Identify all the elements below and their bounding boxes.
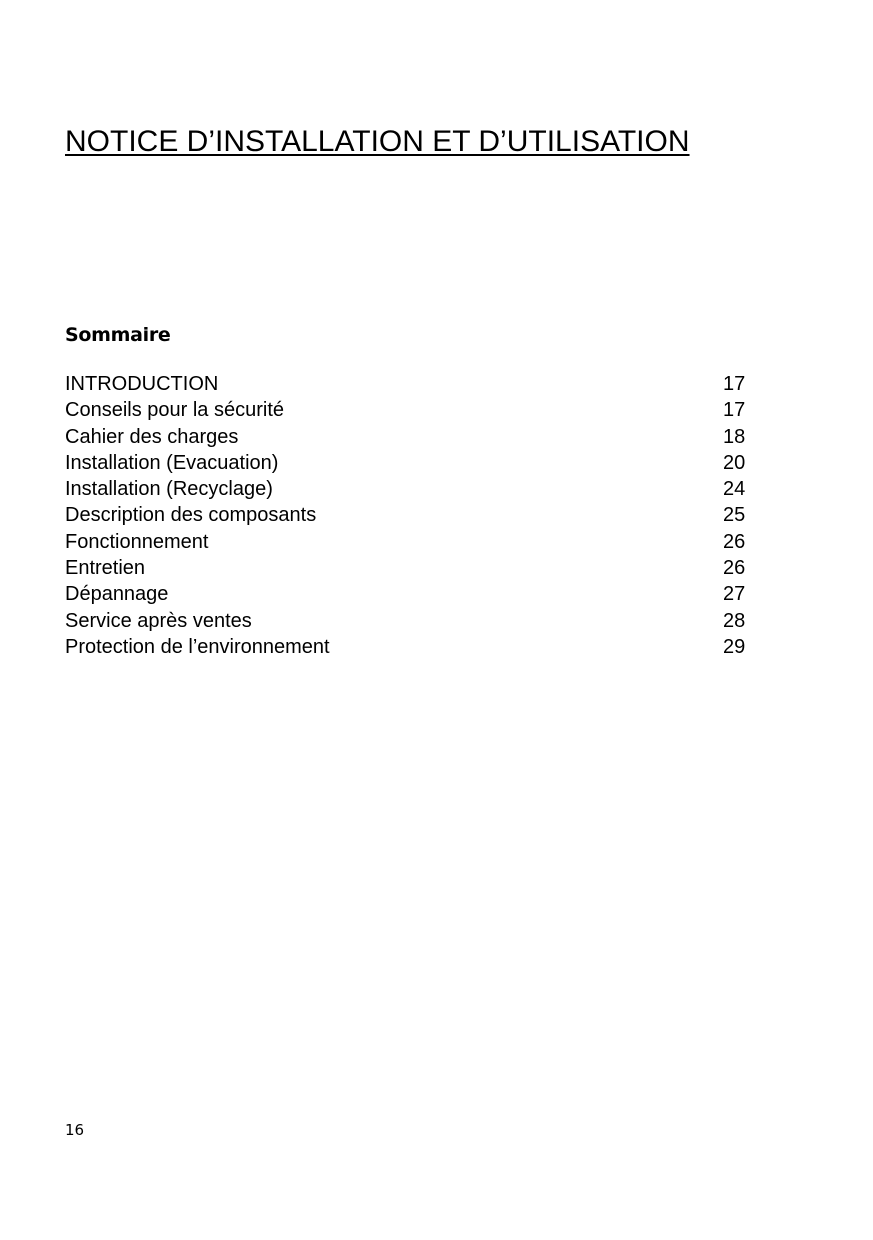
toc-entry-troubleshooting	[65, 581, 755, 607]
toc-entry-label: Installation (Recyclage)	[65, 478, 273, 501]
toc-entry-page: 29	[723, 635, 746, 658]
toc-entry-page: 28	[723, 609, 746, 632]
toc-entry-label: Service après ventes	[65, 609, 252, 632]
toc-entry-page: 17	[723, 399, 746, 422]
toc-entry-safety	[65, 397, 755, 423]
toc-entry-page: 17	[723, 373, 746, 395]
toc-entry-after-sales	[65, 608, 755, 634]
summary-heading: Sommaire	[65, 324, 171, 346]
toc-entry-operation	[65, 529, 755, 555]
toc-entry-label: Cahier des charges	[65, 425, 239, 448]
table-of-contents	[65, 371, 755, 660]
toc-entry-installation-recyclage	[65, 476, 755, 502]
page-title: NOTICE D’INSTALLATION ET D’UTILISATION	[65, 125, 690, 158]
toc-entry-label: Dépannage	[65, 583, 169, 606]
toc-entry-page: 26	[723, 557, 746, 580]
toc-entry-label: Fonctionnement	[65, 530, 209, 553]
page-number: 16	[65, 1121, 85, 1139]
toc-entry-label: Description des composants	[65, 504, 317, 527]
toc-entry-label: Installation (Evacuation)	[65, 451, 279, 474]
toc-entry-environment	[65, 634, 755, 660]
toc-entry-page: 20	[723, 451, 746, 474]
toc-entry-maintenance	[65, 555, 755, 581]
toc-entry-page: 18	[723, 425, 746, 448]
toc-entry-installation-evacuation	[65, 450, 755, 476]
toc-entry-page: 25	[723, 504, 746, 527]
toc-entry-label: Protection de l’environnement	[65, 635, 330, 658]
toc-entry-introduction	[65, 371, 755, 397]
toc-entry-page: 27	[723, 583, 746, 606]
toc-entry-label: Entretien	[65, 557, 146, 580]
toc-entry-components	[65, 502, 755, 528]
toc-entry-specifications	[65, 424, 755, 450]
toc-entry-label: INTRODUCTION	[65, 373, 219, 395]
toc-entry-page: 26	[723, 530, 746, 553]
toc-entry-label: Conseils pour la sécurité	[65, 399, 284, 422]
toc-entry-page: 24	[723, 478, 746, 501]
